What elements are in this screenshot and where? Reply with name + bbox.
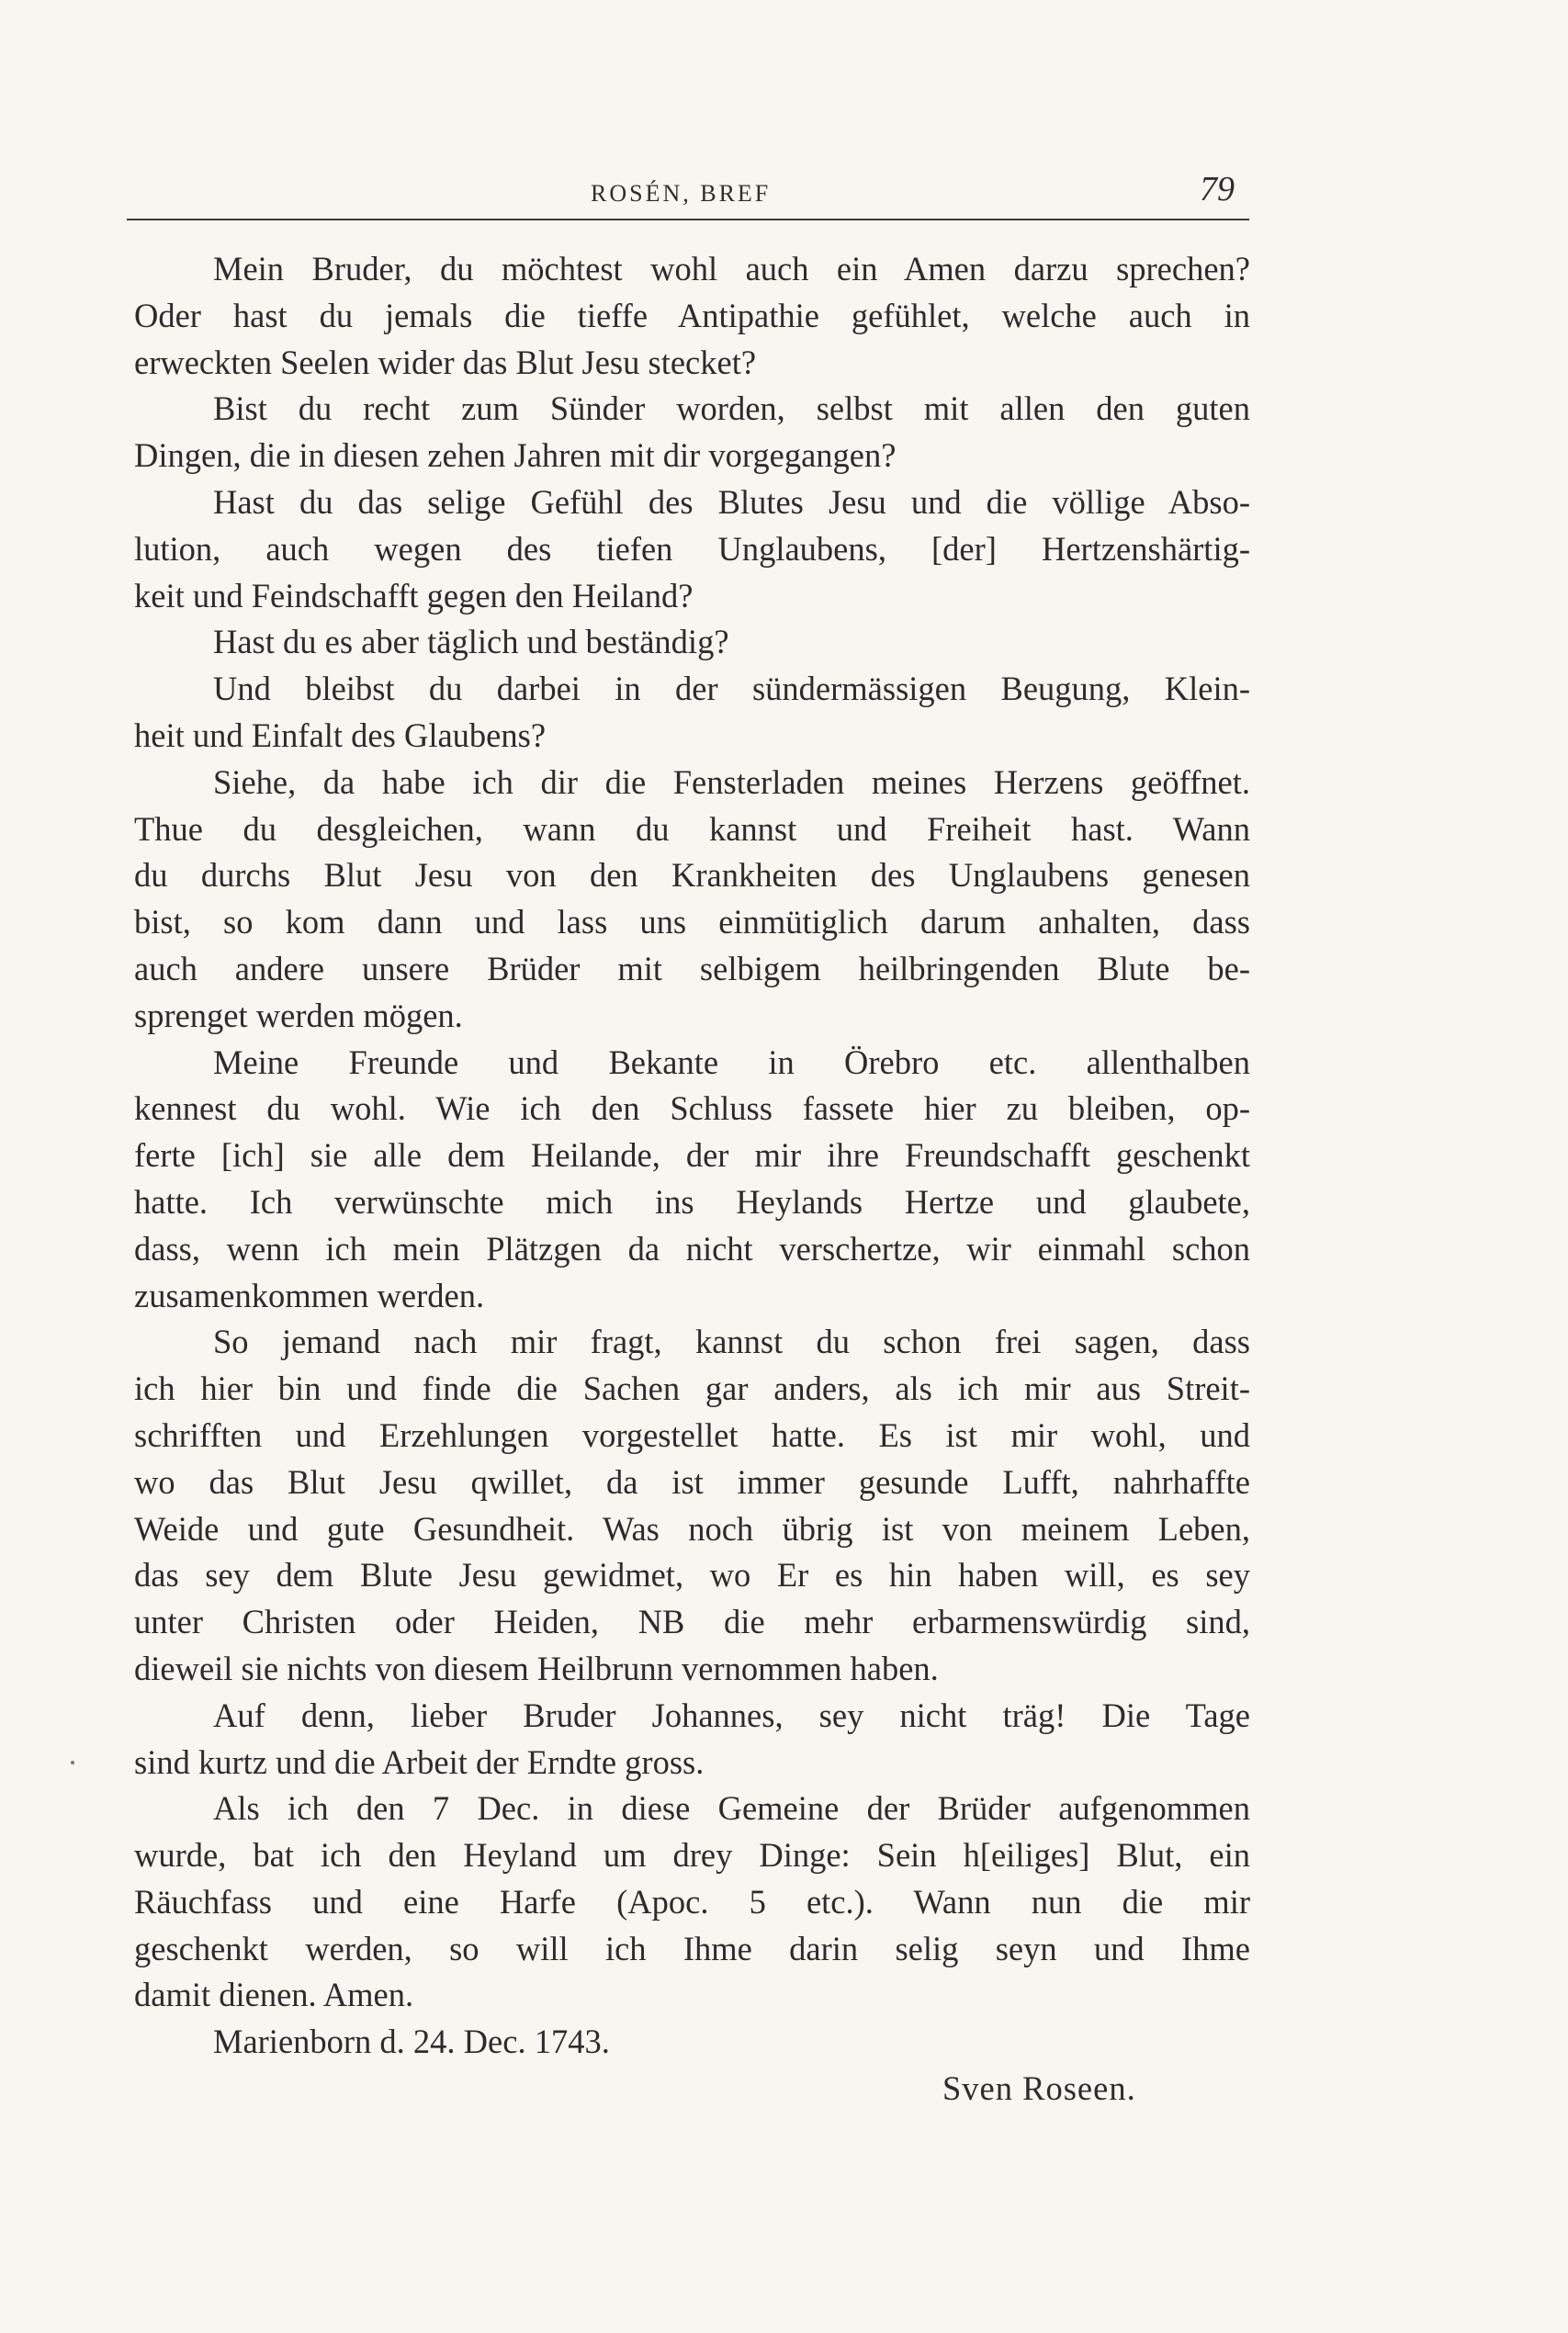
paragraph (134, 386, 1250, 479)
text-line: Thue du desgleichen, wann du kannst und Freiheit hast. Wann (134, 809, 1250, 848)
paragraph (134, 479, 1250, 619)
paragraph (134, 1040, 1250, 1320)
text-line: lution, auch wegen des tiefen Unglaubens, [der] Hertzenshärtig- (134, 529, 1250, 568)
paragraph (134, 1319, 1250, 1692)
text-line: keit und Feindschafft gegen den Heiland? (134, 576, 694, 614)
text-line: bist, so kom dann und lass uns einmütiglich darum anhalten, dass (134, 903, 1250, 941)
text-line: sind kurtz und die Arbeit der Erndte gross. (134, 1742, 705, 1781)
text-line: sprenget werden mögen. (134, 996, 463, 1034)
text-line: Hast du es aber täglich und beständig? (213, 623, 729, 661)
text-line: erweckten Seelen wider das Blut Jesu stecket? (134, 343, 757, 381)
text-line: dieweil sie nichts von diesem Heilbrunn vernommen haben. (134, 1649, 939, 1687)
text-line: auch andere unsere Brüder mit selbigem heilbringenden Blute be- (134, 949, 1250, 987)
text-line: ich hier bin und finde die Sachen gar anders, als ich mir aus Streit- (134, 1369, 1250, 1408)
paragraph (134, 666, 1250, 760)
text-line: dass, wenn ich mein Plätzgen da nicht verschertze, wir einmahl schon (134, 1229, 1250, 1268)
text-line: Auf denn, lieber Bruder Johannes, sey nicht träg! Die Tage (213, 1696, 1250, 1734)
header-rule (127, 219, 1249, 220)
text-line: ferte [ich] sie alle dem Heilande, der mir ihre Freundschafft geschenkt (134, 1136, 1250, 1175)
paragraph (134, 1786, 1250, 2019)
text-line: So jemand nach mir fragt, kannst du schon frei sagen, dass (213, 1323, 1250, 1361)
text-line: zusamenkommen werden. (134, 1276, 485, 1314)
text-line: Räuchfass und eine Harfe (Apoc. 5 etc.). Wann nun die mir (134, 1882, 1250, 1921)
text-line: Und bleibst du darbei in der sündermässigen Beugung, Klein- (213, 670, 1250, 708)
text-line: Siehe, da habe ich dir die Fensterladen meines Herzens geöffnet. (213, 762, 1250, 801)
text-line: Oder hast du jemals die tieffe Antipathie gefühlet, welche auch in (134, 296, 1250, 334)
letter-body (134, 246, 1250, 2113)
text-line: wurde, bat ich den Heyland um drey Dinge: Sein h[eiliges] Blut, ein (134, 1836, 1250, 1875)
text-line: du durchs Blut Jesu von den Krankheiten des Unglaubens genesen (134, 856, 1250, 895)
paragraph (134, 246, 1250, 386)
text-line: Bist du recht zum Sünder worden, selbst mit allen den guten (213, 389, 1250, 428)
paragraph (134, 619, 1250, 666)
text-line: Meine Freunde und Bekante in Örebro etc. allenthalben (213, 1043, 1250, 1081)
signature: Sven Roseen. (942, 2069, 1136, 2108)
text-line: schrifften und Erzehlungen vorgestellet hatte. Es ist mir wohl, und (134, 1415, 1250, 1454)
dateline: Marienborn d. 24. Dec. 1743. (213, 2023, 610, 2061)
text-line: Mein Bruder, du möchtest wohl auch ein Amen darzu sprechen? (213, 250, 1250, 287)
page-header (127, 169, 1247, 224)
text-line: Weide und gute Gesundheit. Was noch übrig ist von meinem Leben, (134, 1509, 1250, 1548)
text-line: heit und Einfalt des Glaubens? (134, 716, 547, 754)
margin-mark (71, 1761, 74, 1764)
running-head: ROSÉN, BREF (591, 180, 772, 207)
paragraph (134, 1693, 1250, 1786)
text-line: kennest du wohl. Wie ich den Schluss fassete hier zu bleiben, op- (134, 1089, 1250, 1128)
text-line: damit dienen. Amen. (134, 1976, 414, 2014)
text-line: wo das Blut Jesu qwillet, da ist immer gesunde Lufft, nahrhaffte (134, 1462, 1250, 1501)
text-line: unter Christen oder Heiden, NB die mehr erbarmenswürdig sind, (134, 1603, 1250, 1641)
page-number: 79 (1200, 170, 1235, 209)
text-line: Hast du das selige Gefühl des Blutes Jesu und die völlige Abso- (213, 482, 1250, 521)
text-line: hatte. Ich verwünschte mich ins Heylands Hertze und glaubete, (134, 1182, 1250, 1221)
text-line: Dingen, die in diesen zehen Jahren mit dir vorgegangen? (134, 436, 897, 475)
paragraph (134, 760, 1250, 1040)
text-line: Als ich den 7 Dec. in diese Gemeine der Brüder aufgenommen (213, 1789, 1250, 1828)
text-line: das sey dem Blute Jesu gewidmet, wo Er es hin haben will, es sey (134, 1556, 1250, 1595)
text-line: geschenkt werden, so will ich Ihme darin selig seyn und Ihme (134, 1929, 1250, 1967)
